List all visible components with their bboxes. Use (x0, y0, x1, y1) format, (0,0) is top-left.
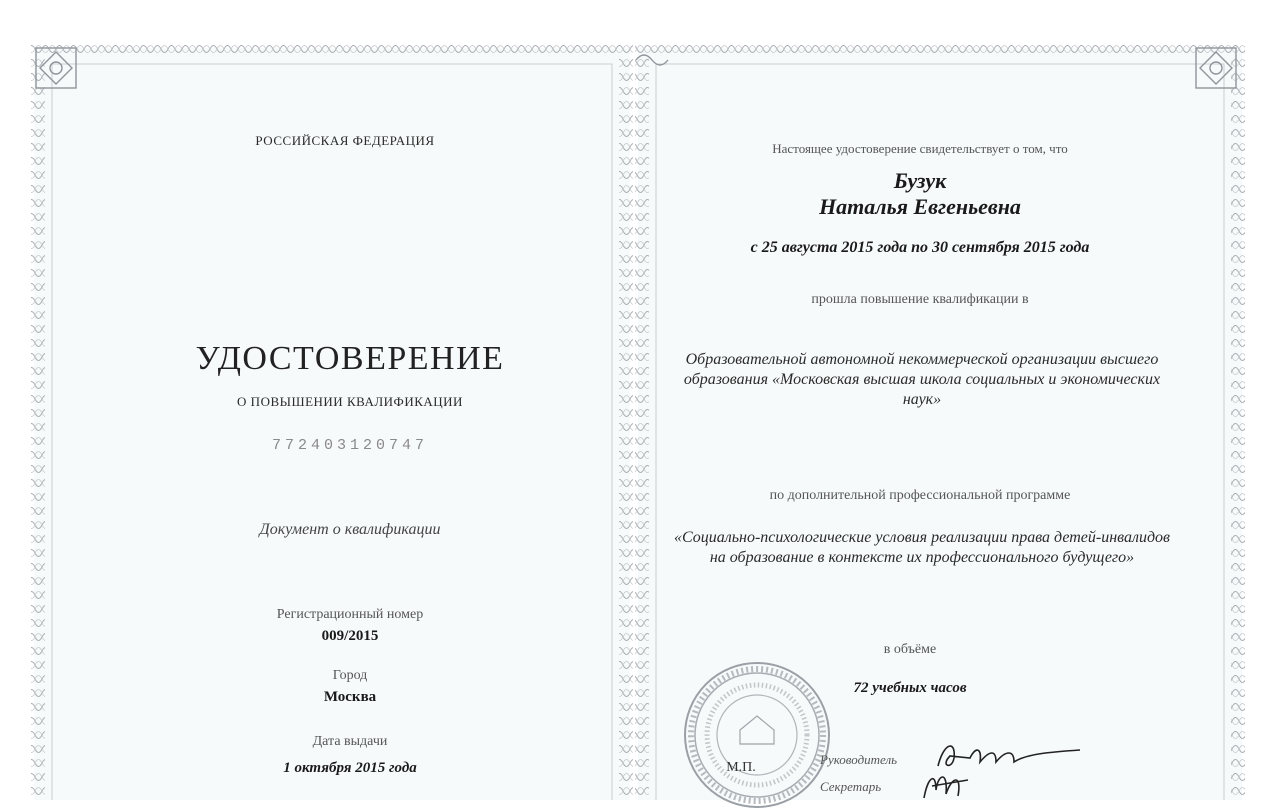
volume-label: в объёме (883, 642, 937, 657)
head-signature-label: Руководитель (820, 752, 898, 767)
issue-date-value: 1 октября 2015 года (283, 760, 417, 776)
organization-name: Образовательной автономной некоммерческой организации высшего образования «Московская высшая школа социальных и экономических наук» (683, 351, 1161, 408)
volume-value: 72 учебных часов (853, 680, 967, 696)
registration-label: Регистрационный номер (276, 607, 424, 622)
secretary-signature (918, 766, 978, 800)
registration-number: 009/2015 (321, 628, 379, 644)
training-period: с 25 августа 2015 года по 30 сентября 2015 года (750, 239, 1090, 256)
city-value: Москва (323, 689, 377, 705)
certificate-subtitle: О ПОВЫШЕНИИ КВАЛИФИКАЦИИ (237, 394, 463, 409)
document-type: Документ о квалификации (259, 521, 441, 538)
city-label: Город (332, 668, 368, 683)
holder-given-names: Наталья Евгеньевна (819, 194, 1021, 219)
country-heading: РОССИЙСКАЯ ФЕДЕРАЦИЯ (255, 133, 435, 148)
secretary-signature-label: Секретарь (820, 779, 882, 794)
issue-date-label: Дата выдачи (312, 734, 388, 749)
serial-number: 772403120747 (271, 437, 429, 454)
left-page (34, 48, 630, 800)
stamp-mark-label: М.П. (726, 760, 756, 775)
certificate-title: УДОСТОВЕРЕНИЕ (195, 340, 505, 377)
program-label: по дополнительной профессиональной программе (769, 488, 1071, 503)
completed-text: прошла повышение квалификации в (811, 292, 1029, 307)
program-name: «Социально-психологические условия реализации права детей-инвалидов на образование в контексте их профессионального будущего» (674, 529, 1170, 566)
holder-surname: Бузук (893, 168, 947, 193)
intro-text: Настоящее удостоверение свидетельствует о том, что (772, 141, 1068, 156)
official-seal-stamp (682, 660, 832, 810)
